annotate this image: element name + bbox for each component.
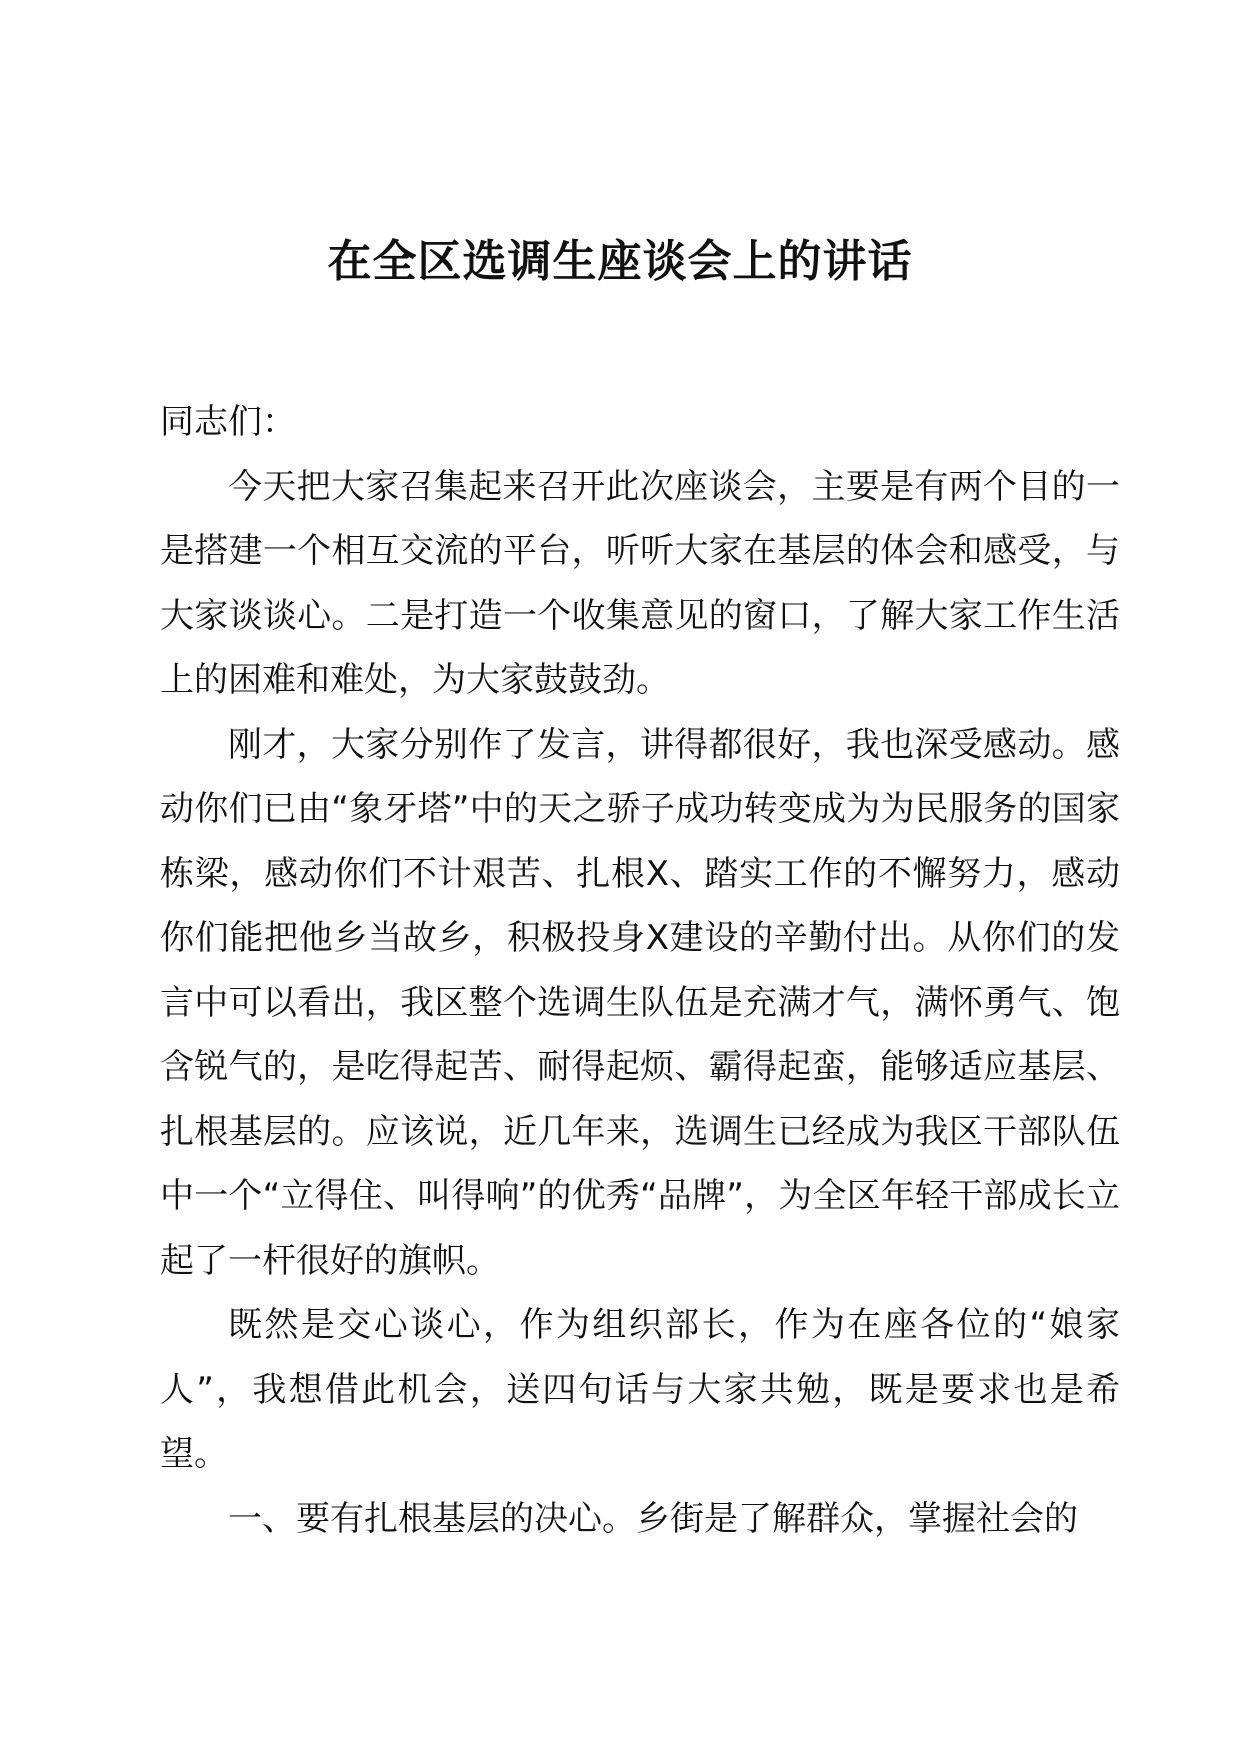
paragraph-praise: 刚才，大家分别作了发言，讲得都很好，我也深受感动。感动你们已由“象牙塔”中的天之骄子成功转变成为为民服务的国家栋梁，感动你们不计艰苦、扎根X、踏实工作的不懈努力，感动你们能把他乡当故乡，积极投身X建设的辛勤付出。从你们的发言中可以看出，我区整个选调生队伍是充满才气，满怀勇气、饱含锐气的，是吃得起苦、耐得起烦、霸得起蛮，能够适应基层、扎根基层的。应该说，近几年来，选调生已经成为我区干部队伍中一个“立得住、叫得响”的优秀“品牌”，为全区年轻干部成长立起了一杆很好的旗帜。 — [160, 724, 1120, 1281]
paragraph-encouragement: 既然是交心谈心，作为组织部长，作为在座各位的“娘家人”，我想借此机会，送四句话与大家共勉，既是要求也是希望。 — [160, 1305, 1120, 1474]
salutation: 同志们： — [160, 402, 296, 442]
document-title: 在全区选调生座谈会上的讲话 — [327, 236, 913, 288]
document-body — [160, 390, 1120, 1551]
paragraph-point-one: 一、要有扎根基层的决心。乡街是了解群众，掌握社会的 — [228, 1498, 1078, 1539]
paragraph-purpose: 今天把大家召集起来召开此次座谈会，主要是有两个目的一是搭建一个相互交流的平台，听听大家在基层的体会和感受，与大家谈谈心。二是打造一个收集意见的窗口，了解大家工作生活上的困难和难处，为大家鼓鼓劲。 — [160, 466, 1120, 700]
